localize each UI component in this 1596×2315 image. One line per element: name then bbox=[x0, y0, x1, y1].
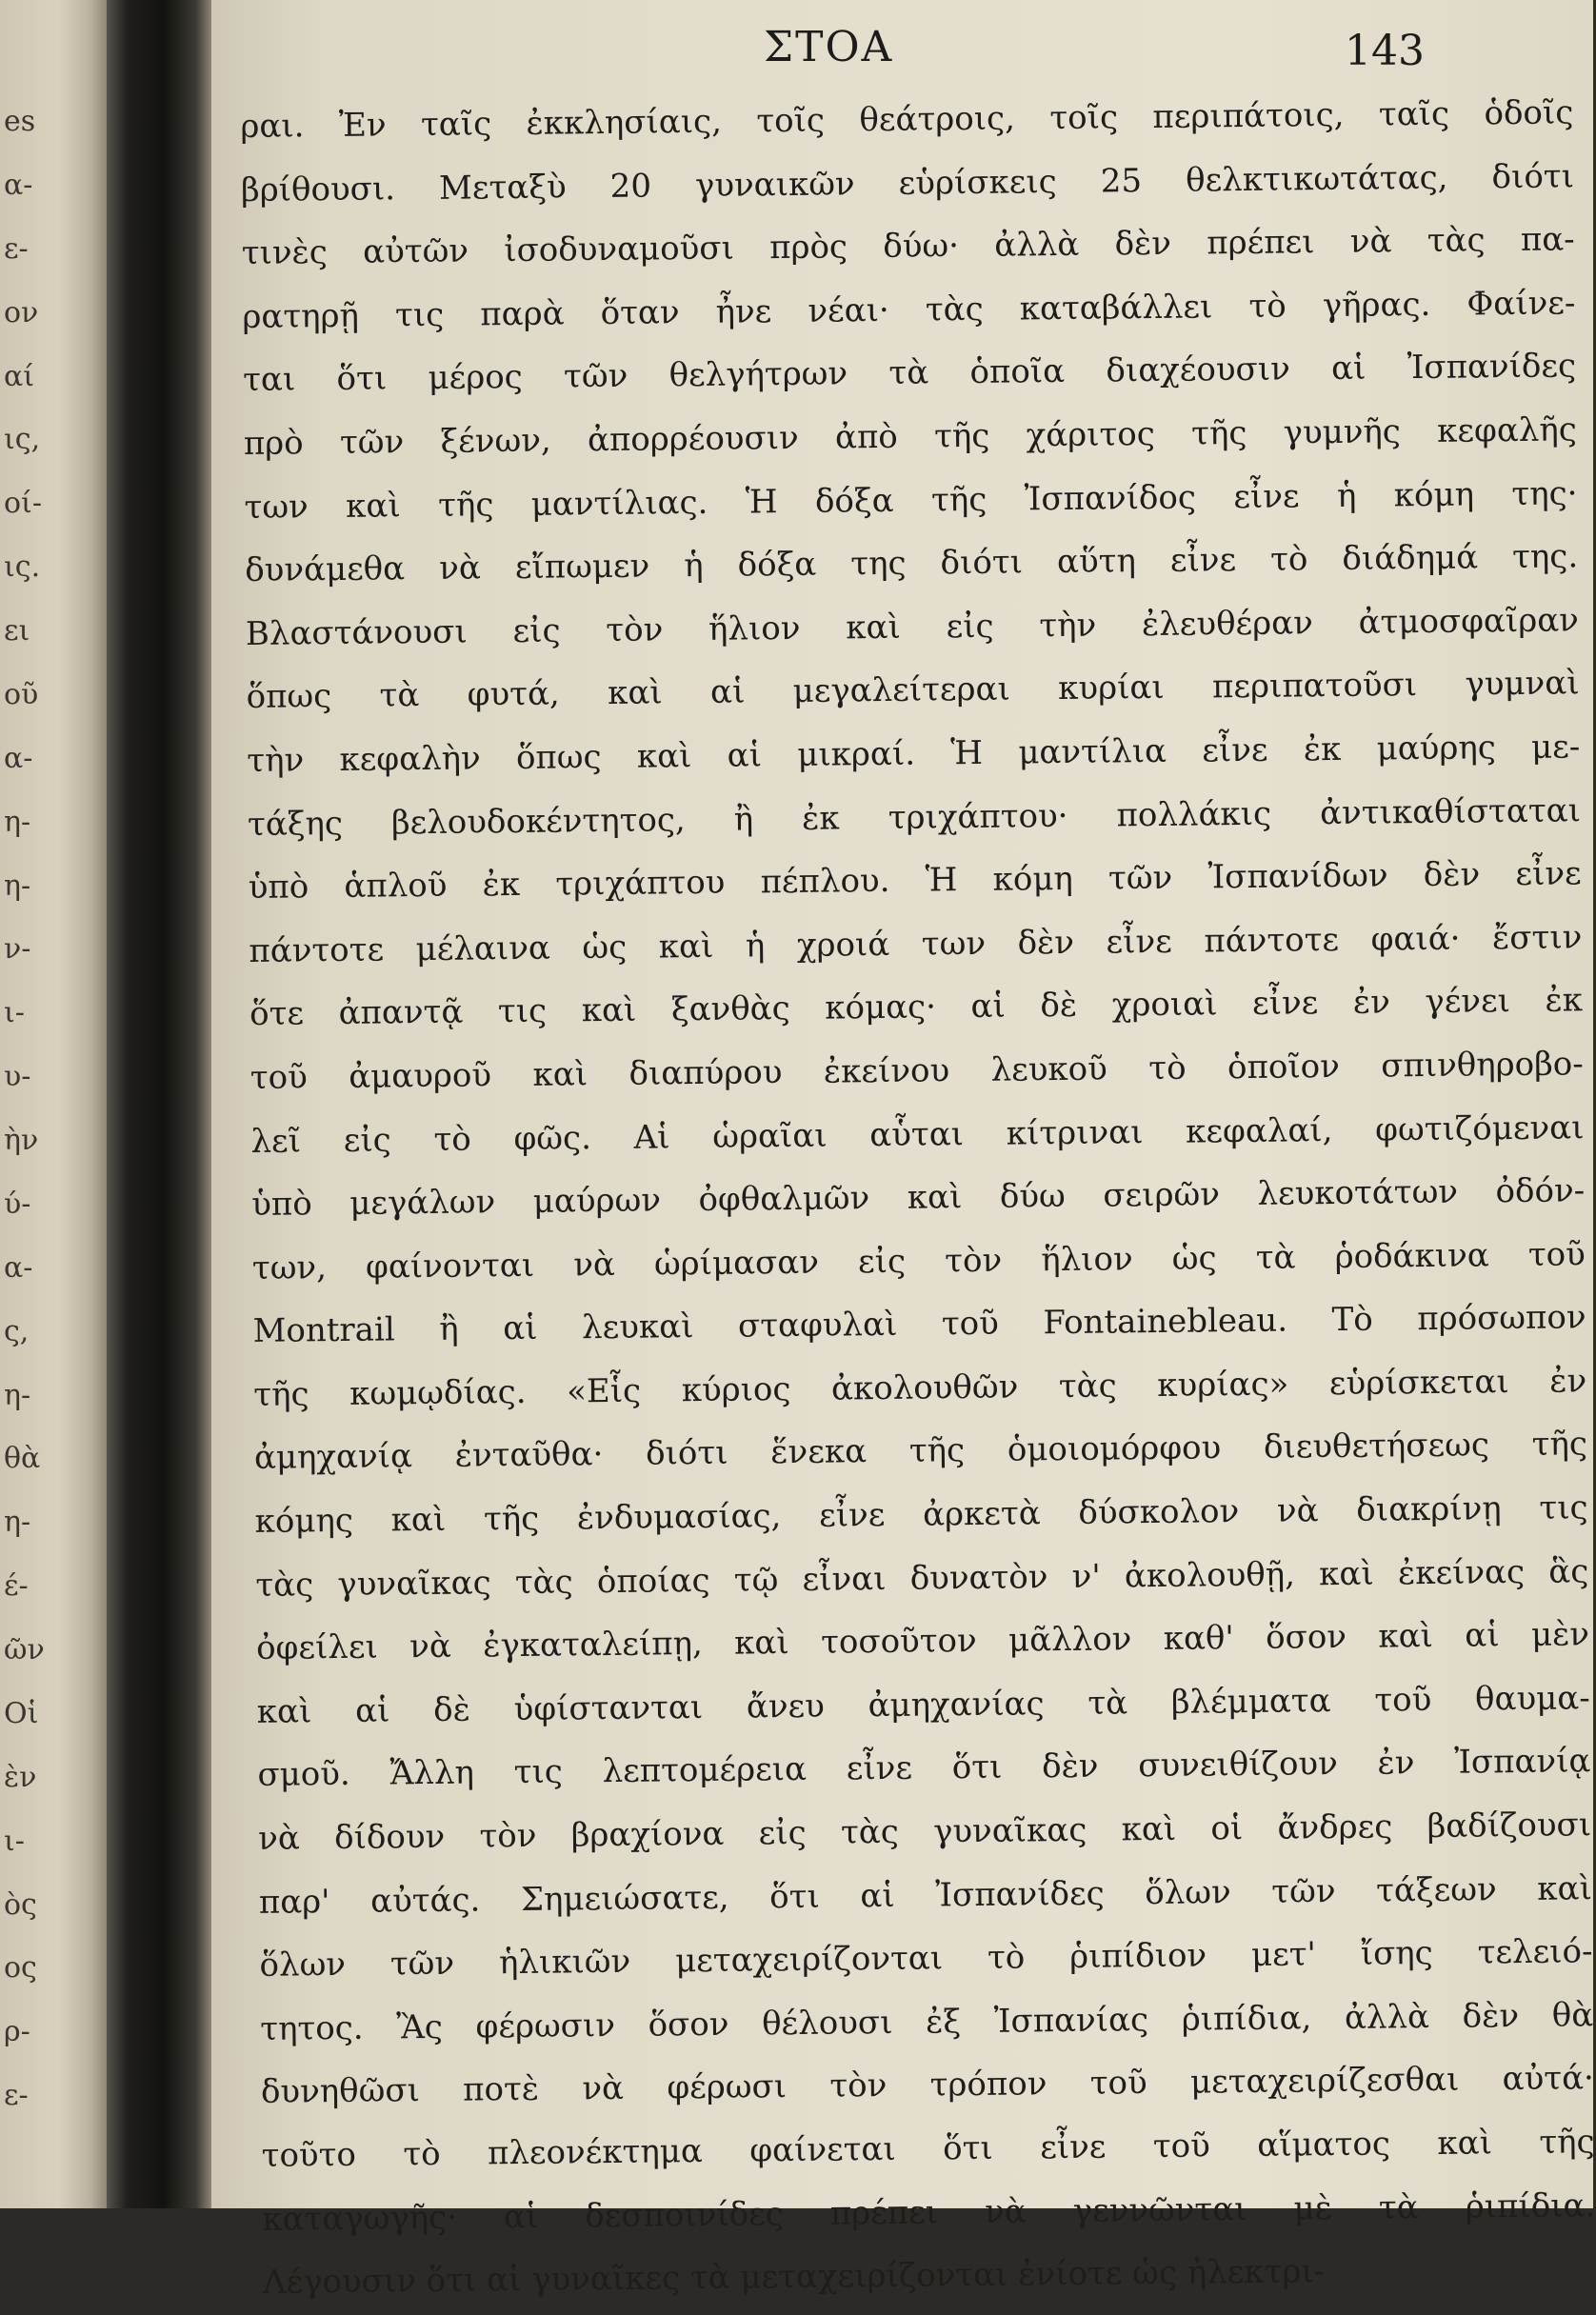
left-page-fragment: es bbox=[4, 105, 36, 138]
text-line: τοῦ ἀμαυροῦ καὶ διαπύρου ἐκείνου λευκοῦ τὸ ὁποῖον σπινθηροβο- bbox=[249, 1045, 1584, 1097]
text-line: ρατηρῇ τις παρὰ ὅταν ἦνε νέαι· τὰς καταβάλλει τὸ γῆρας. Φαίνε- bbox=[242, 284, 1576, 336]
left-page-fragment: ὴν bbox=[4, 1124, 39, 1157]
left-page-fragment: ὲν bbox=[4, 1761, 37, 1794]
text-line: τητος. Ἂς φέρωσιν ὅσον θέλουσι ἐξ Ἰσπανίας ῥιπίδια, ἀλλὰ δὲν θὰ bbox=[260, 1996, 1594, 2048]
text-line: τοῦτο τὸ πλεονέκτημα φαίνεται ὅτι εἶνε τοῦ αἵματος καὶ τῆς bbox=[261, 2123, 1595, 2175]
text-line: τῆς κωμῳδίας. «Εἷς κύριος ἀκολουθῶν τὰς κυρίας» εὑρίσκεται ἐν bbox=[253, 1362, 1587, 1414]
left-page-fragment: η- bbox=[4, 1379, 31, 1412]
text-line: των καὶ τῆς μαντίλιας. Ἡ δόξα τῆς Ἰσπανίδος εἶνε ἡ κόμη της· bbox=[244, 473, 1578, 527]
body-text bbox=[240, 81, 1596, 2314]
left-page-fragment: οῦ bbox=[4, 678, 39, 711]
text-line: ὅπως τὰ φυτά, καὶ αἱ μεγαλείτεραι κυρίαι περιπατοῦσι γυμναὶ bbox=[246, 664, 1580, 717]
left-page-fragment: η- bbox=[4, 1506, 31, 1539]
left-page-fragment: υ- bbox=[4, 1060, 31, 1093]
left-page-fragment: οί- bbox=[4, 487, 42, 520]
previous-page-edge bbox=[0, 0, 107, 2208]
text-line: δυνηθῶσι ποτὲ νὰ φέρωσι τὸν τρόπον τοῦ μεταχειρίζεσθαι αὐτά· bbox=[260, 2059, 1595, 2112]
text-line: κόμης καὶ τῆς ἐνδυμασίας, εἶνε ἀρκετὰ δύσκολον νὰ διακρίνῃ τις bbox=[254, 1488, 1588, 1541]
text-line: ὀφείλει νὰ ἐγκαταλείπῃ, καὶ τοσοῦτον μᾶλλον καθ' ὅσον καὶ αἱ μὲν bbox=[255, 1615, 1590, 1668]
left-page-fragment: η- bbox=[4, 869, 31, 903]
left-page-fragment: ε- bbox=[4, 232, 29, 266]
text-line: ὅλων τῶν ἡλικιῶν μεταχειρίζονται τὸ ῥιπίδιον μετ' ἴσης τελειό- bbox=[259, 1932, 1593, 1986]
left-page-fragment: ν- bbox=[4, 932, 31, 966]
left-page-fragment: θὰ bbox=[4, 1442, 41, 1475]
text-line: καὶ αἱ δὲ ὑφίστανται ἄνευ ἀμηχανίας τὰ βλέμματα τοῦ θαυμα- bbox=[256, 1679, 1590, 1731]
text-line: παρ' αὐτάς. Σημειώσατε, ὅτι αἱ Ἰσπανίδες ὅλων τῶν τάξεων καὶ bbox=[258, 1868, 1593, 1922]
left-page-fragment: ον bbox=[4, 296, 39, 329]
left-page-fragment: ς, bbox=[4, 1315, 30, 1348]
text-line: ραι. Ἐν ταῖς ἐκκλησίαις, τοῖς θεάτροις, τοῖς περιπάτοις, ταῖς ὁδοῖς bbox=[240, 93, 1574, 146]
text-line: νὰ δίδουν τὸν βραχίονα εἰς τὰς γυναῖκας καὶ οἱ ἄνδρες βαδίζουσι bbox=[257, 1806, 1592, 1858]
left-page-fragment: έ- bbox=[4, 1569, 29, 1603]
text-line: τὴν κεφαλὴν ὅπως καὶ αἱ μικραί. Ἡ μαντίλια εἶνε ἐκ μαύρης με- bbox=[247, 728, 1581, 780]
left-page-fragment: ε- bbox=[4, 2079, 29, 2112]
text-line: Λέγουσιν ὅτι αἱ γυναῖκες τὰ μεταχειρίζονται ἐνίοτε ὡς ἠλεκτρι- bbox=[262, 2252, 1326, 2303]
left-page-fragment: ει bbox=[4, 614, 30, 648]
left-page-fragment: ι- bbox=[4, 1825, 25, 1858]
text-line: βρίθουσι. Μεταξὺ 20 γυναικῶν εὑρίσκεις 25 θελκτικωτάτας, διότι bbox=[240, 156, 1575, 210]
text-line: ὑπὸ μεγάλων μαύρων ὀφθαλμῶν καὶ δύω σειρῶν λευκοτάτων ὀδόν- bbox=[250, 1171, 1586, 1225]
left-page-fragment: ις, bbox=[4, 423, 41, 456]
text-line: λεῖ εἰς τὸ φῶς. Αἱ ὡραῖαι αὗται κίτριναι κεφαλαί, φωτιζόμεναι bbox=[250, 1108, 1585, 1161]
left-page-fragment: ος bbox=[4, 1951, 37, 1985]
text-line: τινὲς αὐτῶν ἰσοδυναμοῦσι πρὸς δύω· ἀλλὰ δὲν πρέπει νὰ τὰς πα- bbox=[241, 220, 1575, 273]
left-page-fragment: ι- bbox=[4, 996, 25, 1029]
left-page-fragment: α- bbox=[4, 169, 33, 202]
text-line: ται ὅτι μέρος τῶν θελγήτρων τὰ ὁποῖα διαχέουσιν αἱ Ἰσπανίδες bbox=[242, 347, 1577, 400]
page-number: 143 bbox=[1345, 27, 1425, 75]
left-page-fragment: ῶν bbox=[4, 1633, 45, 1666]
left-page-fragment: ρ- bbox=[4, 2015, 30, 2048]
text-line: πάντοτε μέλαινα ὡς καὶ ἡ χροιά των δὲν εἶνε πάντοτε φαιά· ἔστιν bbox=[249, 918, 1583, 970]
text-line: ὑπὸ ἁπλοῦ ἐκ τριχάπτου πέπλου. Ἡ κόμη τῶν Ἰσπανίδων δὲν εἶνε bbox=[248, 854, 1582, 908]
text-line: καταγωγῆς· αἱ δεσποινίδες πρέπει νὰ γεννῶνται μὲ τὰ ῥιπίδια. bbox=[262, 2185, 1596, 2239]
left-page-fragment: ύ- bbox=[4, 1187, 31, 1221]
left-page-fragment: ὸς bbox=[4, 1888, 37, 1922]
text-line: των, φαίνονται νὰ ὡρίμασαν εἰς τὸν ἥλιον ὡς τὰ ῥοδάκινα τοῦ bbox=[251, 1234, 1586, 1287]
text-line: δυνάμεθα νὰ εἴπωμεν ἡ δόξα της διότι αὕτη εἶνε τὸ διάδημά της. bbox=[245, 537, 1579, 590]
text-line: ὅτε ἀπαντᾷ τις καὶ ξανθὰς κόμας· αἱ δὲ χροιαὶ εἶνε ἐν γένει ἐκ bbox=[249, 981, 1584, 1034]
text-line: Montrail ἢ αἱ λευκαὶ σταφυλαὶ τοῦ Fontainebleau. Τὸ πρόσωπον bbox=[252, 1298, 1586, 1351]
left-page-fragment: ις. bbox=[4, 550, 41, 584]
book-gutter bbox=[107, 0, 211, 2208]
book-page bbox=[211, 0, 1596, 2303]
text-line: τάξης βελουδοκέντητος, ἢ ἐκ τριχάπτου· πολλάκις ἀντικαθίσταται bbox=[247, 790, 1582, 844]
left-page-fragment: η- bbox=[4, 806, 31, 839]
text-line: ἀμηχανίᾳ ἐνταῦθα· διότι ἕνεκα τῆς ὁμοιομόρφου διευθετήσεως τῆς bbox=[253, 1425, 1588, 1478]
text-line: πρὸ τῶν ξένων, ἀπορρέουσιν ἀπὸ τῆς χάριτος τῆς γυμνῆς κεφαλῆς bbox=[243, 410, 1577, 463]
text-line: τὰς γυναῖκας τὰς ὁποίας τῷ εἶναι δυνατὸν ν' ἀκολουθῇ, καὶ ἐκείνας ἃς bbox=[255, 1551, 1589, 1605]
left-page-fragment: Οἱ bbox=[4, 1697, 39, 1730]
text-line: σμοῦ. Ἄλλη τις λεπτομέρεια εἶνε ὅτι δὲν συνειθίζουν ἐν Ἰσπανίᾳ bbox=[257, 1742, 1591, 1795]
left-page-fragment: α- bbox=[4, 742, 33, 775]
left-page-fragment: αί bbox=[4, 360, 35, 393]
left-page-fragment: α- bbox=[4, 1251, 33, 1285]
text-line: Βλαστάνουσι εἰς τὸν ἥλιον καὶ εἰς τὴν ἐλευθέραν ἀτμοσφαῖραν bbox=[245, 601, 1580, 653]
running-title: ΣΤΟΑ bbox=[764, 23, 894, 71]
running-head bbox=[211, 23, 1593, 80]
